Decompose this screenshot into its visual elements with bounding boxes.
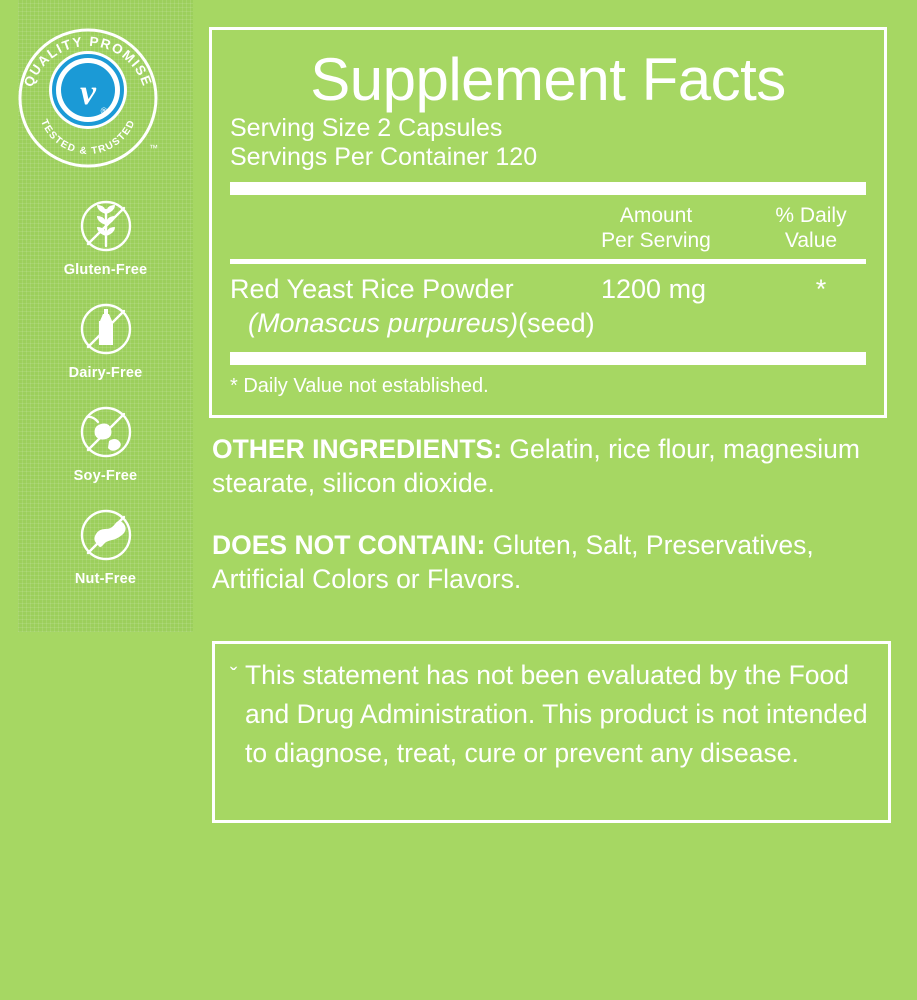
badge-dairy-free bbox=[18, 301, 193, 404]
divider-thick-bottom bbox=[230, 352, 866, 365]
wheat-slash-icon bbox=[78, 198, 134, 260]
badge-label: Nut-Free bbox=[74, 571, 137, 587]
does-not-contain-text: Gluten, Salt, Preservatives, Artificial Colors or Flavors. bbox=[212, 530, 814, 594]
svg-text:®: ® bbox=[100, 106, 108, 116]
disclaimer-text: This statement has not been evaluated by the Food and Drug Administration. This product is not intended to diagnose, treat, cure or prevent any disease. bbox=[245, 660, 868, 768]
amount-header-line2: Per Serving bbox=[601, 229, 711, 252]
supplement-facts-column-headers bbox=[230, 195, 866, 259]
does-not-contain-block bbox=[212, 528, 892, 596]
svg-text:TESTED & TRUSTED: TESTED & TRUSTED bbox=[38, 117, 138, 158]
nutrient-name: Red Yeast Rice Powder bbox=[230, 274, 514, 304]
amount-per-serving-header bbox=[556, 203, 756, 253]
supplement-facts-panel bbox=[209, 27, 887, 418]
badge-gluten-free bbox=[18, 198, 193, 301]
daily-value-footnote: * Daily Value not established. bbox=[230, 375, 489, 397]
dv-header-line2: Value bbox=[784, 229, 838, 252]
badge-label: Gluten-Free bbox=[63, 262, 148, 278]
daily-value-header bbox=[756, 203, 866, 253]
other-ingredients-block bbox=[212, 432, 892, 500]
dv-header-line1: % Daily bbox=[775, 204, 847, 227]
badge-nut-free bbox=[18, 507, 193, 610]
quality-promise-seal bbox=[8, 18, 168, 178]
supplement-facts-title: Supplement Facts bbox=[310, 46, 786, 113]
badge-label: Soy-Free bbox=[73, 468, 138, 484]
nutrient-plant-part: (seed) bbox=[518, 308, 595, 338]
nutrient-amount: 1200 mg bbox=[601, 274, 707, 304]
peanut-slash-icon bbox=[78, 507, 134, 569]
badge-label: Dairy-Free bbox=[68, 365, 143, 381]
disclaimer-dagger: ˇ bbox=[230, 663, 238, 688]
svg-text:™: ™ bbox=[149, 143, 158, 153]
nutrient-daily-value: * bbox=[815, 274, 827, 304]
nutrient-subtext bbox=[230, 306, 866, 340]
servings-per-container: Servings Per Container 120 bbox=[230, 143, 538, 171]
badge-soy-free bbox=[18, 404, 193, 507]
other-ingredients-label: OTHER INGREDIENTS: bbox=[212, 434, 503, 464]
milk-carton-slash-icon bbox=[78, 301, 134, 363]
free-from-badge-list bbox=[18, 198, 193, 610]
other-ingredients-text: Gelatin, rice flour, magnesium stearate, silicon dioxide. bbox=[212, 434, 860, 498]
fda-disclaimer-box bbox=[212, 641, 891, 823]
amount-header-line1: Amount bbox=[619, 204, 693, 227]
soybean-slash-icon bbox=[78, 404, 134, 466]
svg-text:QUALITY PROMISE: QUALITY PROMISE bbox=[20, 33, 156, 89]
table-row bbox=[230, 264, 866, 306]
divider-thick-top bbox=[230, 182, 866, 195]
nutrient-latin-name: (Monascus purpureus) bbox=[248, 308, 519, 338]
does-not-contain-label: DOES NOT CONTAIN: bbox=[212, 530, 486, 560]
svg-text:v: v bbox=[80, 72, 96, 112]
serving-size: Serving Size 2 Capsules bbox=[230, 114, 503, 142]
